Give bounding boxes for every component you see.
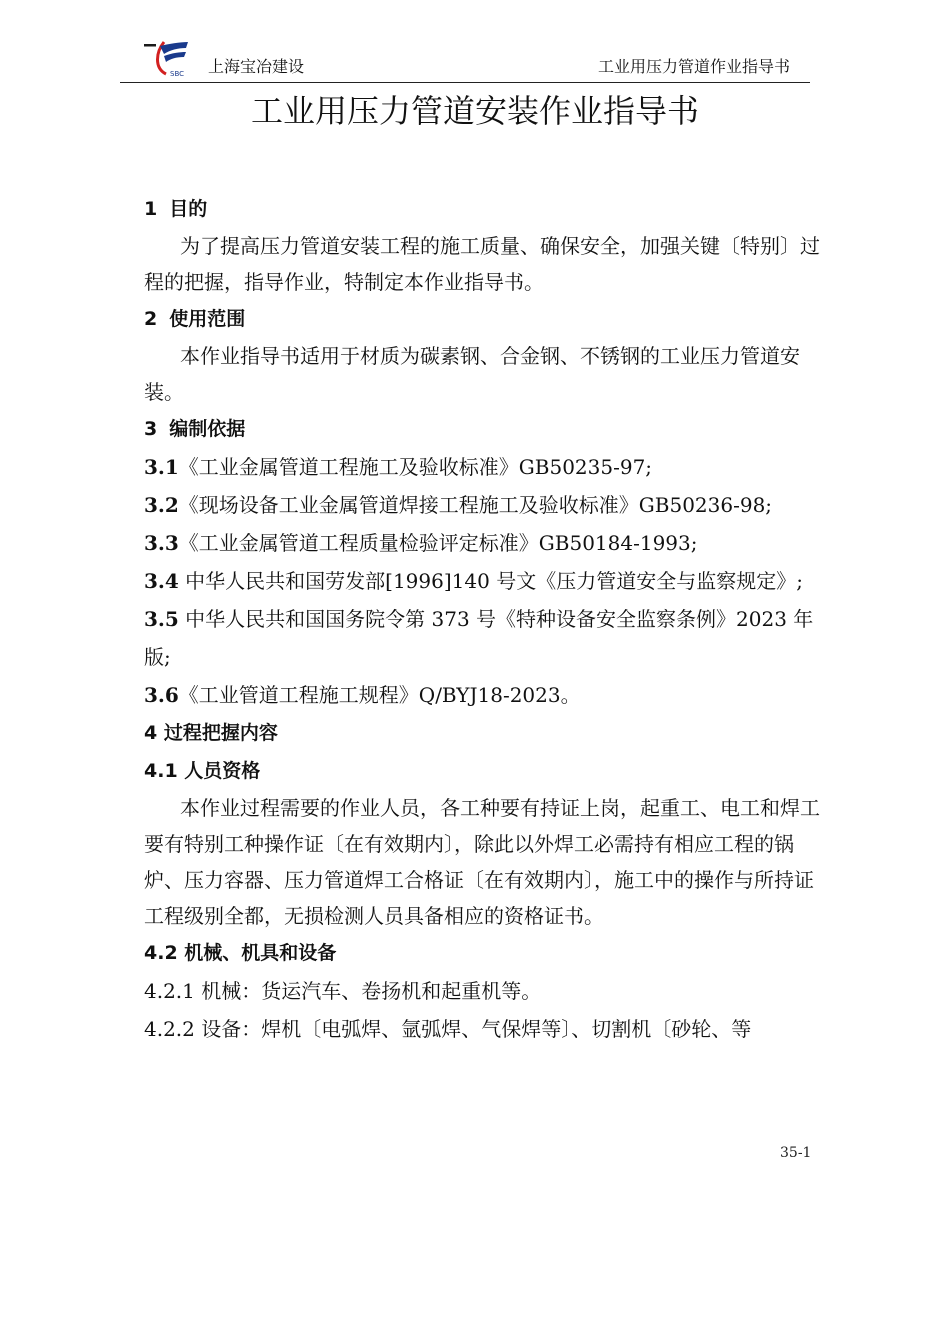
section-heading (144, 300, 820, 338)
document-body (144, 190, 820, 1048)
subsection-heading: 4.2 机械、机具和设备 (144, 942, 337, 964)
reference-item (144, 524, 820, 562)
reference-number: 3.3 (144, 531, 179, 555)
reference-text: 中华人民共和国国务院令第 373 号《特种设备安全监察条例》2023 年版; (144, 607, 814, 669)
company-name: 上海宝冶建设 (208, 57, 305, 76)
section-title: 使用范围 (169, 308, 246, 330)
reference-text: 中华人民共和国劳发部[1996]140 号文《压力管道安全与监察规定》; (178, 569, 803, 593)
section-heading (144, 190, 820, 228)
header-doc-title: 工业用压力管道作业指导书 (597, 57, 790, 76)
reference-number: 3.1 (144, 455, 179, 479)
reference-item (144, 562, 820, 600)
paragraph: 4.2.1 机械：货运汽车、卷扬机和起重机等。 (144, 979, 542, 1003)
reference-item (144, 448, 820, 486)
page-header (120, 34, 810, 83)
paragraph: 本作业过程需要的作业人员，各工种要有持证上岗，起重工、电工和焊工要有特别工种操作证〔在有效期内〕，除此以外焊工必需持有相应工程的锅炉、压力容器、压力管道焊工合格证〔在有效期内〕，施工中的操作与所持证工程级别全都，无损检测人员具备相应的资格证书。 (144, 796, 820, 928)
page-title: 工业用压力管道安装作业指导书 (250, 92, 699, 130)
reference-number: 3.6 (144, 683, 179, 707)
paragraph: 为了提高压力管道安装工程的施工质量、确保安全，加强关键〔特别〕过程的把握，指导作业，特制定本作业指导书。 (144, 234, 820, 294)
paragraph: 4.2.2 设备：焊机〔电弧焊、氩弧焊、气保焊等〕、切割机〔砂轮、等 (144, 1017, 752, 1041)
section-title: 目的 (169, 198, 208, 220)
section-number: 2 (144, 308, 158, 330)
reference-item (144, 600, 820, 676)
reference-text: 《工业金属管道工程施工及验收标准》GB50235-97; (178, 455, 653, 479)
section-number: 3 (144, 418, 158, 440)
section-number: 1 (144, 198, 158, 220)
svg-text:SBC: SBC (170, 70, 185, 78)
reference-text: 《工业管道工程施工规程》Q/BYJ18-2023。 (178, 683, 581, 707)
section-heading (144, 410, 820, 448)
reference-item (144, 486, 820, 524)
reference-text: 《工业金属管道工程质量检验评定标准》GB50184-1993; (178, 531, 698, 555)
reference-item (144, 676, 820, 714)
subsection-heading: 4.1 人员资格 (144, 760, 261, 782)
reference-number: 3.2 (144, 493, 179, 517)
paragraph: 本作业指导书适用于材质为碳素钢、合金钢、不锈钢的工业压力管道安装。 (144, 344, 800, 404)
section-title: 编制依据 (169, 418, 246, 440)
section-heading: 4 过程把握内容 (144, 722, 278, 744)
reference-number: 3.5 (144, 607, 179, 631)
reference-text: 《现场设备工业金属管道焊接工程施工及验收标准》GB50236-98; (178, 493, 773, 517)
page-number: 35-1 (780, 1145, 812, 1161)
sbc-logo-icon (142, 38, 192, 80)
reference-number: 3.4 (144, 569, 179, 593)
